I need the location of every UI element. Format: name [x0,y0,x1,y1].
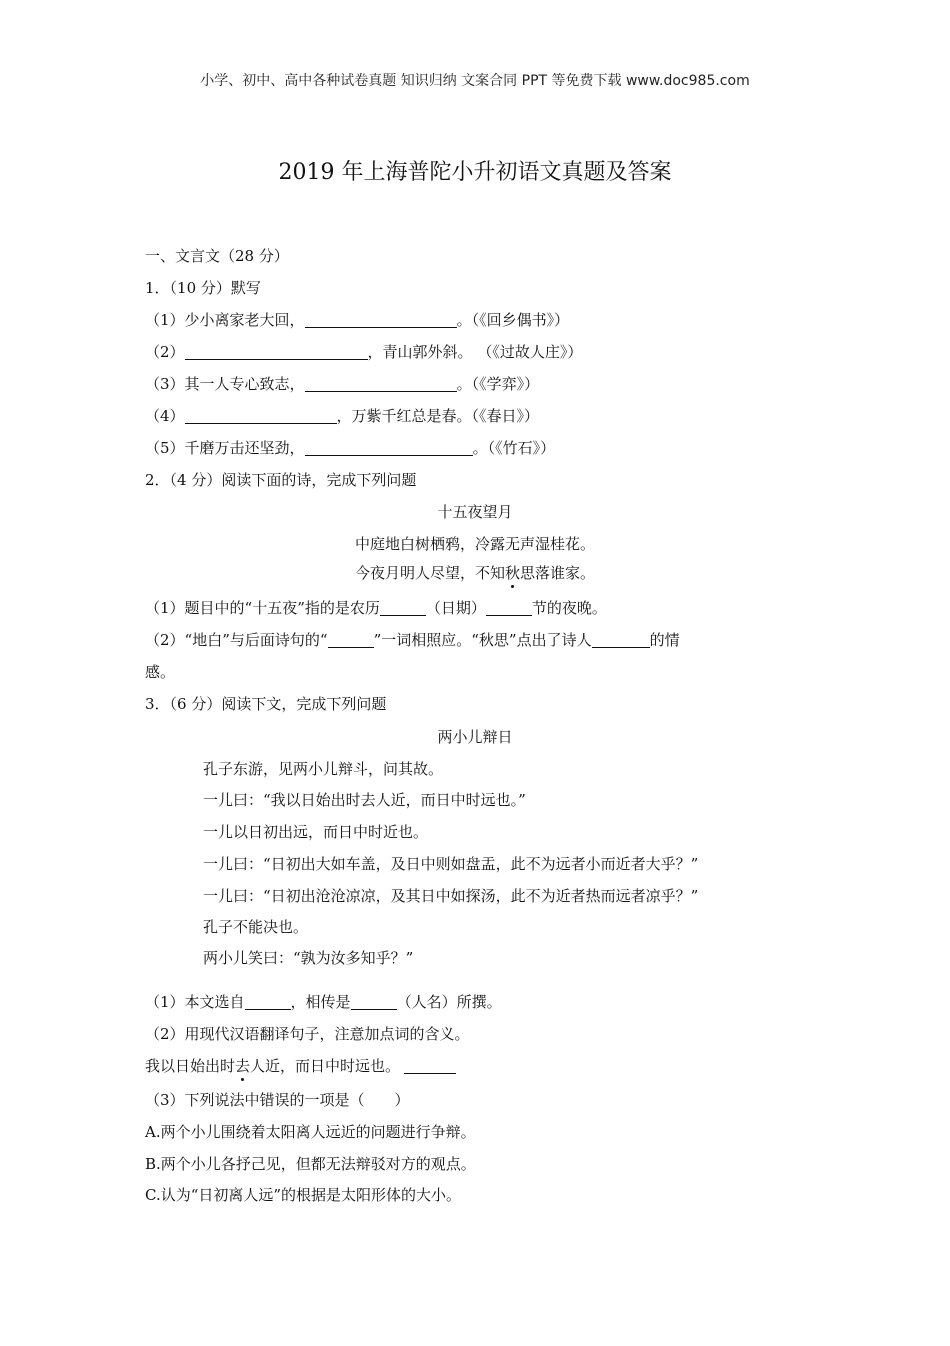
answer-blank[interactable] [305,311,457,328]
passage-line: 孔子东游，见两小儿辩斗，问其故。 [203,760,444,778]
item-number: （3） [145,375,185,393]
option-b: B.两个小儿各抒己见，但都无法辩驳对方的观点。 [145,1155,476,1173]
question-2-sub [145,630,680,650]
question-1-heading: 1．（10 分）默写 [145,279,261,297]
page-header: 小学、初中、高中各种试卷真题 知识归纳 文案合同 PPT 等免费下载 www.doc985.com [200,73,750,89]
poem-line [0,563,950,583]
passage-line: 一儿曰：“日初出沧沧凉凉，及其日中如探汤，此不为近者热而远者凉乎？” [203,887,699,905]
sub-text: 的情 [649,631,680,649]
item-number: （4） [145,407,185,425]
sub-text: 节的夜晚。 [531,599,607,617]
poem-title: 十五夜望月 [437,503,513,521]
option-a: A.两个小儿围绕着太阳离人远近的问题进行争辩。 [145,1123,476,1141]
answer-blank[interactable] [185,343,368,360]
passage-title: 两小儿辩日 [437,728,513,746]
dotted-character: 秋 [504,564,520,582]
dotted-character: 去 [235,1057,251,1075]
sub-text: ”一词相照应。“秋思”点出了诗人 [373,631,592,649]
answer-blank[interactable] [486,599,532,616]
sub-text: ，相传是 [290,993,351,1011]
answer-blank[interactable] [404,1057,456,1074]
passage-line: 两小儿笑曰：“孰为汝多知乎？” [203,949,414,967]
passage-line: 一儿以日初出远，而日中时近也。 [203,823,429,841]
sub-text: （1）本文选自 [145,993,245,1011]
passage-line: 孔子不能决也。 [203,918,309,936]
answer-blank[interactable] [380,599,426,616]
question-3-sub [145,992,502,1012]
question-3-sub: （2）用现代汉语翻译句子，注意加点词的含义。 [145,1025,470,1043]
answer-blank[interactable] [245,993,291,1010]
question-3-heading: 3．（6 分）阅读下文，完成下列问题 [145,695,387,713]
item-text: 。（《竹石》） [472,439,556,457]
passage-line: 一儿曰：“日初出大如车盖，及日中则如盘盂，此不为远者小而近者大乎？” [203,855,699,873]
sentence-text: 人近，而日中时远也。 [250,1057,401,1075]
passage-line: 一儿曰：“我以日始出时去人近，而日中时远也。” [203,791,526,809]
sentence-text: 我以日始出时 [145,1057,236,1075]
answer-blank[interactable] [351,993,397,1010]
sub-text: （日期） [425,599,486,617]
answer-blank[interactable] [592,631,650,648]
question-1-item [145,310,569,330]
question-1-item [145,342,582,362]
option-c: C.认为“日初离人远”的根据是太阳形体的大小。 [145,1186,462,1204]
item-text: ，万紫千红总是春。（《春日》） [336,407,540,425]
item-text: ，青山郭外斜。 （《过故人庄》） [367,343,583,361]
question-1-item [145,438,555,458]
item-text: 少小离家老大回， [184,311,305,329]
item-text: 。（《学弈》） [456,375,540,393]
item-number: （1） [145,311,185,329]
question-3-sub: （3）下列说法中错误的一项是（ ） [145,1091,410,1109]
item-text: 。（《回乡偶书》） [456,311,570,329]
question-2-sub-continued: 感。 [145,663,176,681]
sub-text: （人名）所撰。 [396,993,502,1011]
question-2-sub [145,598,607,618]
document-title: 2019 年上海普陀小升初语文真题及答案 [278,160,672,185]
poem-text: 思落谁家。 [520,564,596,582]
answer-blank[interactable] [185,407,337,424]
answer-blank[interactable] [305,439,473,456]
item-number: （2） [145,343,185,361]
question-1-item [145,406,539,426]
poem-line: 中庭地白树栖鸦，冷露无声湿桂花。 [354,535,595,553]
section-heading: 一、文言文（28 分） [145,247,289,265]
item-text: 千磨万击还坚劲， [184,439,305,457]
question-2-heading: 2．（4 分）阅读下面的诗，完成下列问题 [145,471,417,489]
poem-text: 今夜月明人尽望，不知 [354,564,505,582]
sub-text: （2）“地白”与后面诗句的“ [145,631,328,649]
translation-sentence [145,1056,456,1076]
question-1-item [145,374,539,394]
answer-blank[interactable] [305,375,457,392]
answer-blank[interactable] [328,631,374,648]
item-text: 其一人专心致志， [184,375,305,393]
item-number: （5） [145,439,185,457]
sub-text: （1）题目中的“十五夜”指的是农历 [145,599,380,617]
